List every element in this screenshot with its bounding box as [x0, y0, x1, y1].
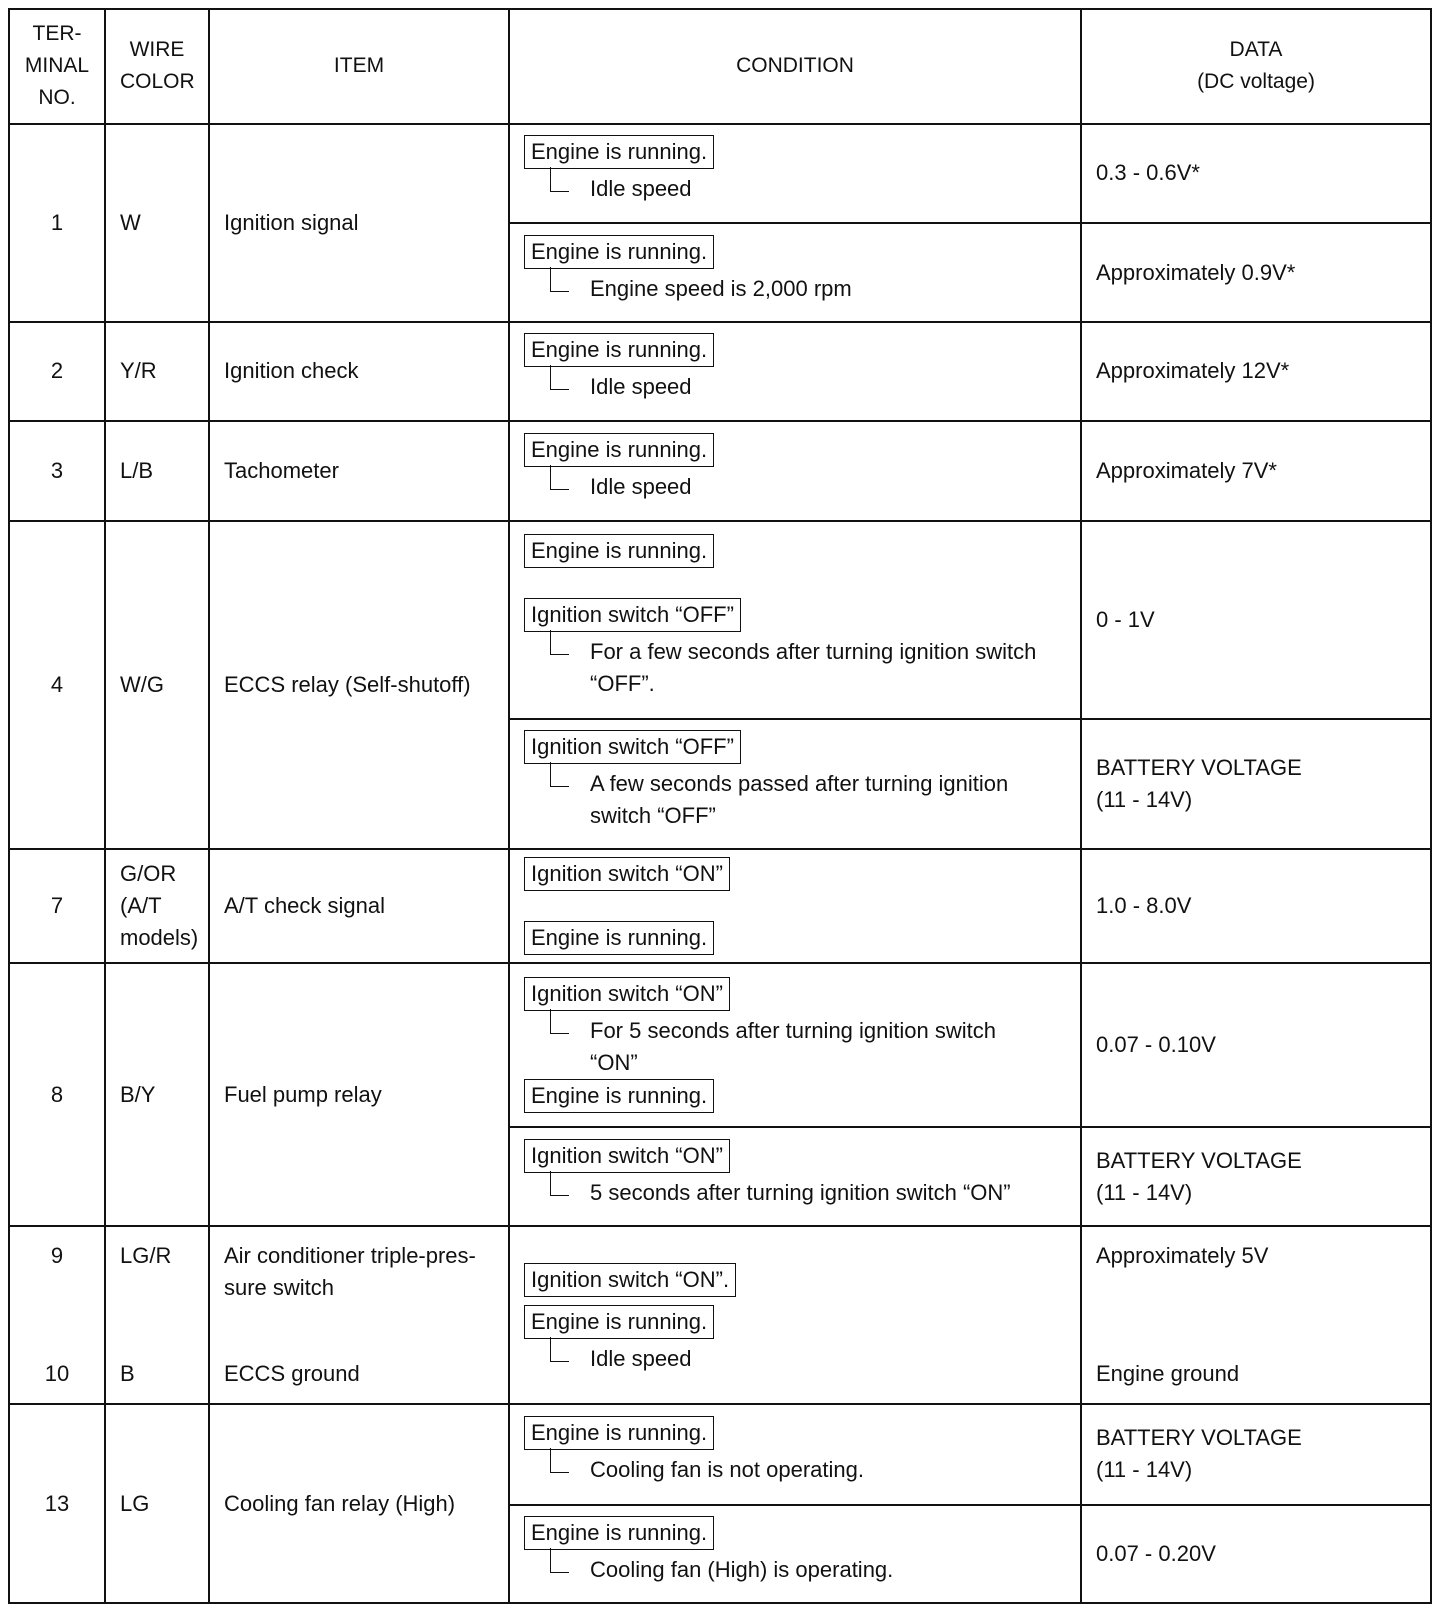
- condition-box: Ignition switch “OFF”: [524, 598, 741, 632]
- data-value: Approximately 7V*: [1081, 421, 1431, 521]
- table-row: [9, 521, 1431, 720]
- data-value: 1.0 - 8.0V: [1081, 849, 1431, 963]
- condition-sub: Idle speed: [550, 371, 1066, 403]
- data-value: Approximately 5V Engine ground: [1081, 1226, 1431, 1404]
- condition-box: Engine is running.: [524, 1416, 714, 1450]
- condition-box: Engine is running.: [524, 135, 714, 169]
- condition-sub: For 5 seconds after turning ignition switch “ON”: [550, 1015, 1066, 1079]
- condition-cell: [509, 421, 1081, 521]
- terminal-no: 1: [9, 124, 105, 323]
- condition-box: Engine is running.: [524, 534, 714, 568]
- table-row: [9, 421, 1431, 521]
- condition-sub: Cooling fan (High) is operating.: [550, 1554, 1066, 1586]
- condition-box: Ignition switch “ON”: [524, 1139, 730, 1173]
- condition-cell: [509, 1127, 1081, 1226]
- condition-sub: Cooling fan is not operating.: [550, 1454, 1066, 1486]
- data-value: Approximately 12V*: [1081, 322, 1431, 420]
- wire-color: W: [105, 124, 209, 323]
- table-row: [9, 849, 1431, 963]
- table-row: [9, 124, 1431, 223]
- condition-cell: [509, 322, 1081, 420]
- item-name: Fuel pump relay: [209, 963, 509, 1226]
- header-condition: CONDITION: [509, 9, 1081, 124]
- table-row: [9, 963, 1431, 1127]
- condition-box: Engine is running.: [524, 1516, 714, 1550]
- condition-cell: [509, 223, 1081, 322]
- terminal-no: 13: [9, 1404, 105, 1603]
- condition-sub: Idle speed: [550, 173, 1066, 205]
- data-value: 0.07 - 0.20V: [1081, 1505, 1431, 1603]
- data-value: 0 - 1V: [1081, 521, 1431, 720]
- table-row: [9, 1404, 1431, 1504]
- condition-cell: [509, 1226, 1081, 1404]
- condition-sub: 5 seconds after turning ignition switch “ON”: [550, 1177, 1066, 1209]
- data-value: 0.07 - 0.10V: [1081, 963, 1431, 1127]
- condition-sub: Idle speed: [550, 471, 1066, 503]
- header-item: ITEM: [209, 9, 509, 124]
- condition-box: Engine is running.: [524, 235, 714, 269]
- header-wire-color: WIRE COLOR: [105, 9, 209, 124]
- condition-box: Engine is running.: [524, 1079, 714, 1113]
- data-value: BATTERY VOLTAGE (11 - 14V): [1081, 1404, 1431, 1504]
- wire-color: W/G: [105, 521, 209, 850]
- terminal-no: 4: [9, 521, 105, 850]
- item-name: Air conditioner triple-pres- sure switch ECCS ground: [209, 1226, 509, 1404]
- item-name: Cooling fan relay (High): [209, 1404, 509, 1603]
- ecm-terminal-table: [8, 8, 1432, 1604]
- condition-cell: [509, 719, 1081, 849]
- wire-color: LG/R B: [105, 1226, 209, 1404]
- wire-color: G/OR (A/T models): [105, 849, 209, 963]
- condition-sub: Idle speed: [550, 1343, 1066, 1375]
- data-value: Approximately 0.9V*: [1081, 223, 1431, 322]
- data-value: BATTERY VOLTAGE (11 - 14V): [1081, 1127, 1431, 1226]
- item-name: Tachometer: [209, 421, 509, 521]
- header-data: DATA (DC voltage): [1081, 9, 1431, 124]
- condition-cell: [509, 963, 1081, 1127]
- table-row: [9, 1226, 1431, 1404]
- condition-sub: For a few seconds after turning ignition switch “OFF”.: [550, 636, 1066, 700]
- item-name: Ignition check: [209, 322, 509, 420]
- condition-cell: [509, 849, 1081, 963]
- condition-cell: [509, 521, 1081, 720]
- condition-cell: [509, 1505, 1081, 1603]
- condition-sub: A few seconds passed after turning ignition switch “OFF”: [550, 768, 1066, 832]
- wire-color: Y/R: [105, 322, 209, 420]
- condition-box: Engine is running.: [524, 333, 714, 367]
- terminal-no: 3: [9, 421, 105, 521]
- table-row: [9, 322, 1431, 420]
- condition-box: Engine is running.: [524, 1305, 714, 1339]
- condition-sub: Engine speed is 2,000 rpm: [550, 273, 1066, 305]
- item-name: Ignition signal: [209, 124, 509, 323]
- header-terminal: TER- MINAL NO.: [9, 9, 105, 124]
- terminal-no: 9 10: [9, 1226, 105, 1404]
- wire-color: L/B: [105, 421, 209, 521]
- condition-box: Ignition switch “ON”: [524, 857, 730, 891]
- item-name: ECCS relay (Self-shutoff): [209, 521, 509, 850]
- condition-box: Ignition switch “ON”: [524, 977, 730, 1011]
- condition-box: Engine is running.: [524, 433, 714, 467]
- terminal-no: 2: [9, 322, 105, 420]
- terminal-no: 8: [9, 963, 105, 1226]
- data-value: 0.3 - 0.6V*: [1081, 124, 1431, 223]
- data-value: BATTERY VOLTAGE (11 - 14V): [1081, 719, 1431, 849]
- condition-cell: [509, 1404, 1081, 1504]
- condition-cell: [509, 124, 1081, 223]
- wire-color: B/Y: [105, 963, 209, 1226]
- condition-box: Ignition switch “OFF”: [524, 730, 741, 764]
- item-name: A/T check signal: [209, 849, 509, 963]
- terminal-no: 7: [9, 849, 105, 963]
- condition-box: Engine is running.: [524, 921, 714, 955]
- wire-color: LG: [105, 1404, 209, 1603]
- header-row: [9, 9, 1431, 124]
- condition-box: Ignition switch “ON”.: [524, 1263, 736, 1297]
